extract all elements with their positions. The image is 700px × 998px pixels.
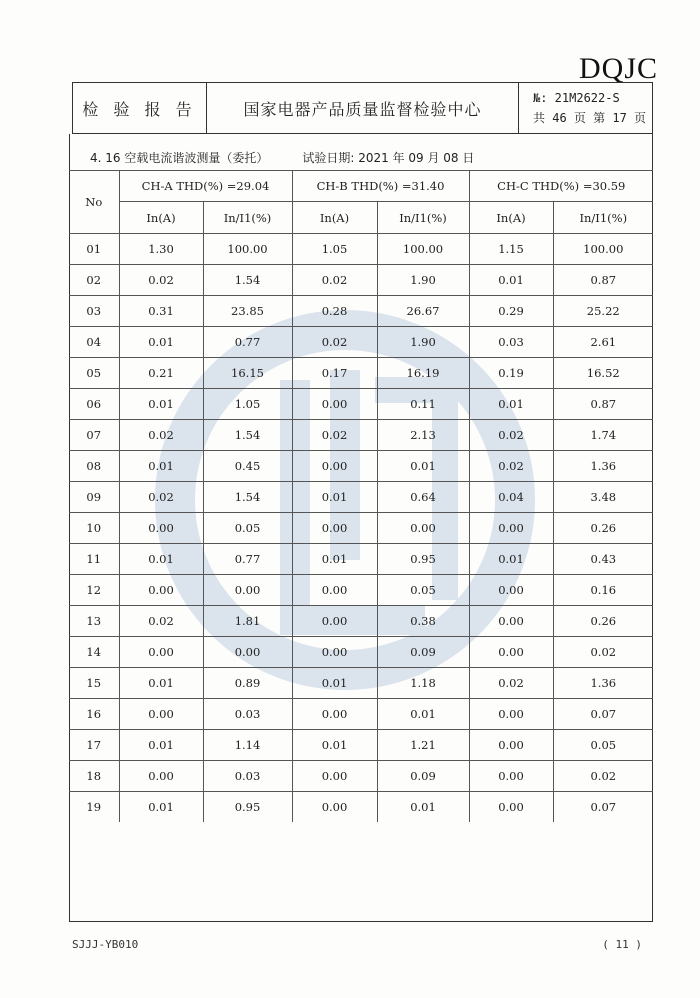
ch-a-ratio-cell: 23.85: [203, 296, 292, 327]
ch-b-ratio-cell: 1.90: [377, 327, 469, 358]
table-row: [69, 389, 653, 420]
ch-c-ratio-cell: 16.52: [553, 358, 653, 389]
harmonic-no-cell: 11: [69, 544, 119, 575]
ch-c-current-cell: 0.01: [469, 265, 553, 296]
ch-c-ratio-cell: 0.02: [553, 761, 653, 792]
ch-b-current-header: In(A): [292, 202, 377, 234]
ch-a-ratio-cell: 0.03: [203, 699, 292, 730]
ch-b-ratio-cell: 0.38: [377, 606, 469, 637]
ch-b-current-cell: 0.01: [292, 668, 377, 699]
ch-a-ratio-cell: 0.95: [203, 792, 292, 823]
ch-c-ratio-cell: 25.22: [553, 296, 653, 327]
test-date: 试验日期: 2021 年 09 月 08 日: [302, 151, 475, 165]
table-row: [69, 420, 653, 451]
ch-a-ratio-cell: 0.03: [203, 761, 292, 792]
ch-a-ratio-cell: 16.15: [203, 358, 292, 389]
ch-c-current-cell: 0.04: [469, 482, 553, 513]
table-row: [69, 761, 653, 792]
page-count: 共 46 页 第 17 页: [533, 111, 647, 125]
table-row: [69, 699, 653, 730]
ch-c-current-cell: 0.00: [469, 513, 553, 544]
ch-a-ratio-cell: 1.14: [203, 730, 292, 761]
no-header: No: [69, 171, 119, 234]
ch-b-ratio-cell: 1.21: [377, 730, 469, 761]
ch-b-current-cell: 0.02: [292, 327, 377, 358]
ch-a-ratio-cell: 0.00: [203, 575, 292, 606]
harmonic-no-cell: 08: [69, 451, 119, 482]
ch-b-ratio-cell: 0.00: [377, 513, 469, 544]
ch-b-current-cell: 0.00: [292, 606, 377, 637]
harmonic-no-cell: 18: [69, 761, 119, 792]
ch-a-current-cell: 0.01: [119, 730, 203, 761]
ch-b-current-cell: 0.17: [292, 358, 377, 389]
ch-a-current-header: In(A): [119, 202, 203, 234]
harmonic-no-cell: 17: [69, 730, 119, 761]
harmonic-no-cell: 15: [69, 668, 119, 699]
ch-c-ratio-cell: 0.07: [553, 792, 653, 823]
ch-a-ratio-cell: 0.77: [203, 327, 292, 358]
ch-c-ratio-cell: 0.02: [553, 637, 653, 668]
ch-c-ratio-cell: 1.74: [553, 420, 653, 451]
harmonic-no-cell: 05: [69, 358, 119, 389]
ch-c-ratio-cell: 0.87: [553, 389, 653, 420]
ch-b-current-cell: 1.05: [292, 234, 377, 265]
ch-b-ratio-header: In/I1(%): [377, 202, 469, 234]
table-row: [69, 234, 653, 265]
ch-b-ratio-cell: 0.95: [377, 544, 469, 575]
report-meta: [519, 83, 652, 133]
ch-c-current-cell: 0.01: [469, 389, 553, 420]
ch-b-ratio-cell: 0.01: [377, 699, 469, 730]
ch-b-ratio-cell: 26.67: [377, 296, 469, 327]
channel-b-header: CH-B THD(%) =31.40: [292, 171, 469, 202]
ch-a-current-cell: 0.01: [119, 389, 203, 420]
ch-a-current-cell: 0.00: [119, 575, 203, 606]
table-row: [69, 606, 653, 637]
ch-c-ratio-cell: 1.36: [553, 668, 653, 699]
ch-c-ratio-cell: 0.43: [553, 544, 653, 575]
ch-a-current-cell: 0.00: [119, 513, 203, 544]
ch-b-ratio-cell: 100.00: [377, 234, 469, 265]
harmonic-no-cell: 04: [69, 327, 119, 358]
table-row: [69, 265, 653, 296]
ch-a-current-cell: 0.01: [119, 668, 203, 699]
ch-a-current-cell: 0.02: [119, 265, 203, 296]
ch-c-current-header: In(A): [469, 202, 553, 234]
ch-b-current-cell: 0.00: [292, 451, 377, 482]
ch-a-ratio-cell: 1.54: [203, 420, 292, 451]
table-row: [69, 327, 653, 358]
ch-b-current-cell: 0.00: [292, 513, 377, 544]
channel-a-header: CH-A THD(%) =29.04: [119, 171, 292, 202]
ch-b-current-cell: 0.28: [292, 296, 377, 327]
table-row: [69, 451, 653, 482]
table-row: [69, 792, 653, 823]
table-row: [69, 482, 653, 513]
ch-a-ratio-cell: 100.00: [203, 234, 292, 265]
ch-c-current-cell: 0.19: [469, 358, 553, 389]
ch-b-current-cell: 0.02: [292, 265, 377, 296]
ch-a-current-cell: 0.31: [119, 296, 203, 327]
table-row: [69, 637, 653, 668]
ch-c-ratio-header: In/I1(%): [553, 202, 653, 234]
harmonic-no-cell: 03: [69, 296, 119, 327]
harmonic-no-cell: 02: [69, 265, 119, 296]
ch-c-current-cell: 0.02: [469, 668, 553, 699]
ch-c-current-cell: 0.00: [469, 637, 553, 668]
harmonic-no-cell: 07: [69, 420, 119, 451]
ch-a-current-cell: 0.00: [119, 699, 203, 730]
ch-b-ratio-cell: 0.09: [377, 761, 469, 792]
ch-b-current-cell: 0.00: [292, 389, 377, 420]
ch-c-current-cell: 0.02: [469, 420, 553, 451]
ch-b-current-cell: 0.01: [292, 730, 377, 761]
ch-c-current-cell: 0.03: [469, 327, 553, 358]
harmonic-no-cell: 10: [69, 513, 119, 544]
ch-a-current-cell: 0.02: [119, 482, 203, 513]
ch-a-current-cell: 0.21: [119, 358, 203, 389]
ch-c-current-cell: 0.00: [469, 792, 553, 823]
table-row: [69, 358, 653, 389]
ch-b-ratio-cell: 16.19: [377, 358, 469, 389]
ch-b-current-cell: 0.00: [292, 761, 377, 792]
ch-b-current-cell: 0.00: [292, 637, 377, 668]
ch-c-ratio-cell: 0.87: [553, 265, 653, 296]
harmonic-no-cell: 19: [69, 792, 119, 823]
ch-b-ratio-cell: 0.05: [377, 575, 469, 606]
ch-b-current-cell: 0.01: [292, 482, 377, 513]
report-number: №: 21M2622-S: [533, 91, 620, 105]
ch-a-ratio-cell: 0.45: [203, 451, 292, 482]
ch-a-current-cell: 0.02: [119, 420, 203, 451]
ch-a-ratio-header: In/I1(%): [203, 202, 292, 234]
ch-c-current-cell: 0.29: [469, 296, 553, 327]
table-row: [69, 296, 653, 327]
ch-b-ratio-cell: 2.13: [377, 420, 469, 451]
ch-a-ratio-cell: 0.05: [203, 513, 292, 544]
dqjc-logo: DQJC: [578, 52, 658, 85]
ch-b-current-cell: 0.02: [292, 420, 377, 451]
ch-a-current-cell: 0.00: [119, 761, 203, 792]
ch-a-ratio-cell: 0.89: [203, 668, 292, 699]
harmonic-no-cell: 09: [69, 482, 119, 513]
ch-c-current-cell: 0.00: [469, 699, 553, 730]
ch-a-current-cell: 0.02: [119, 606, 203, 637]
ch-a-ratio-cell: 0.77: [203, 544, 292, 575]
ch-b-ratio-cell: 1.90: [377, 265, 469, 296]
ch-c-current-cell: 0.00: [469, 761, 553, 792]
ch-c-current-cell: 0.00: [469, 575, 553, 606]
channel-c-header: CH-C THD(%) =30.59: [469, 171, 653, 202]
table-row: [69, 513, 653, 544]
report-title: 检 验 报 告: [73, 83, 207, 133]
ch-c-ratio-cell: 3.48: [553, 482, 653, 513]
ch-a-current-cell: 0.01: [119, 451, 203, 482]
ch-c-current-cell: 0.00: [469, 606, 553, 637]
ch-b-ratio-cell: 1.18: [377, 668, 469, 699]
page-marker: ( 11 ): [602, 938, 642, 951]
harmonic-no-cell: 12: [69, 575, 119, 606]
ch-b-ratio-cell: 0.01: [377, 792, 469, 823]
harmonic-no-cell: 16: [69, 699, 119, 730]
ch-b-ratio-cell: 0.64: [377, 482, 469, 513]
section-heading: [90, 149, 474, 166]
ch-c-current-cell: 1.15: [469, 234, 553, 265]
ch-a-ratio-cell: 1.54: [203, 265, 292, 296]
harmonic-no-cell: 13: [69, 606, 119, 637]
ch-c-ratio-cell: 2.61: [553, 327, 653, 358]
ch-c-ratio-cell: 0.16: [553, 575, 653, 606]
harmonic-no-cell: 01: [69, 234, 119, 265]
ch-a-ratio-cell: 1.54: [203, 482, 292, 513]
ch-a-ratio-cell: 1.81: [203, 606, 292, 637]
ch-a-ratio-cell: 0.00: [203, 637, 292, 668]
ch-c-ratio-cell: 0.26: [553, 513, 653, 544]
table-row: [69, 544, 653, 575]
ch-c-current-cell: 0.02: [469, 451, 553, 482]
ch-a-current-cell: 0.01: [119, 792, 203, 823]
ch-c-current-cell: 0.01: [469, 544, 553, 575]
harmonic-no-cell: 14: [69, 637, 119, 668]
report-header: [72, 82, 653, 134]
ch-b-current-cell: 0.00: [292, 792, 377, 823]
ch-b-current-cell: 0.00: [292, 699, 377, 730]
ch-a-current-cell: 0.01: [119, 544, 203, 575]
organization-name: 国家电器产品质量监督检验中心: [207, 83, 519, 133]
table-row: [69, 575, 653, 606]
ch-b-current-cell: 0.01: [292, 544, 377, 575]
ch-a-current-cell: 0.00: [119, 637, 203, 668]
form-code: SJJJ-YB010: [72, 938, 139, 951]
ch-c-ratio-cell: 1.36: [553, 451, 653, 482]
ch-a-current-cell: 0.01: [119, 327, 203, 358]
table-row: [69, 668, 653, 699]
ch-c-ratio-cell: 0.07: [553, 699, 653, 730]
section-title: 4. 16 空载电流谐波测量（委托）: [90, 151, 269, 165]
harmonic-table: [69, 170, 653, 822]
ch-a-current-cell: 1.30: [119, 234, 203, 265]
ch-b-ratio-cell: 0.11: [377, 389, 469, 420]
ch-a-ratio-cell: 1.05: [203, 389, 292, 420]
ch-b-current-cell: 0.00: [292, 575, 377, 606]
ch-b-ratio-cell: 0.09: [377, 637, 469, 668]
ch-b-ratio-cell: 0.01: [377, 451, 469, 482]
ch-c-ratio-cell: 0.05: [553, 730, 653, 761]
table-body: [69, 234, 653, 823]
ch-c-current-cell: 0.00: [469, 730, 553, 761]
ch-c-ratio-cell: 100.00: [553, 234, 653, 265]
table-row: [69, 730, 653, 761]
harmonic-no-cell: 06: [69, 389, 119, 420]
ch-c-ratio-cell: 0.26: [553, 606, 653, 637]
